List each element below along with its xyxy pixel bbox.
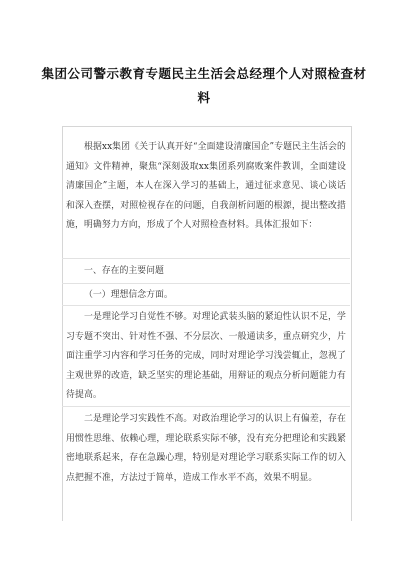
body-paragraph: 一是理论学习自觉性不够。对理论武装头脑的紧迫性认识不足，学习专题不突出、针对性不强、不分层次、一般通读多，重点研究少，片面注重学习内容和学习任务的完成，同时对理论学习浅尝辄止，忽视了主观世界的改造，缺乏坚实的理论基础，用辩证的观点分析问题能力有待提高。 (66, 312, 346, 401)
divider (62, 258, 350, 259)
section-heading: 一、存在的主要问题 (84, 266, 164, 276)
body-paragraph: 二是理论学习实践性不高。对政治理论学习的认识上有偏差，存在用惯性思维、依赖心理，理论联系实际不够，没有充分把理论和实践紧密地联系起来，存在急躁心理，特别是对理论学习联系实际工作的切入点把握不准，方法过于简单，造成工作水平不高，效果不明显。 (66, 414, 346, 483)
intro-paragraph: 根据xx集团《关于认真开好“全面建设清廉国企”专题民主生活会的通知》文件精神，聚焦“深刻汲取xx集团系列腐败案件教训，全面建设清廉国企”主题，本人在深入学习的基础上，通过征求意见、谈心谈话和深入查摆，对照检视存在的问题，自我剖析问题的根源，提出整改措施，明确努力方向，形成了个人对照检查材料。具体汇报如下： (66, 142, 346, 231)
document-title: 集团公司警示教育专题民主生活会总经理个人对照检查材料 (41, 66, 367, 105)
subsection-heading: （一）理想信念方面。 (84, 290, 173, 300)
divider (62, 406, 350, 407)
divider (62, 305, 350, 306)
divider (62, 283, 350, 284)
